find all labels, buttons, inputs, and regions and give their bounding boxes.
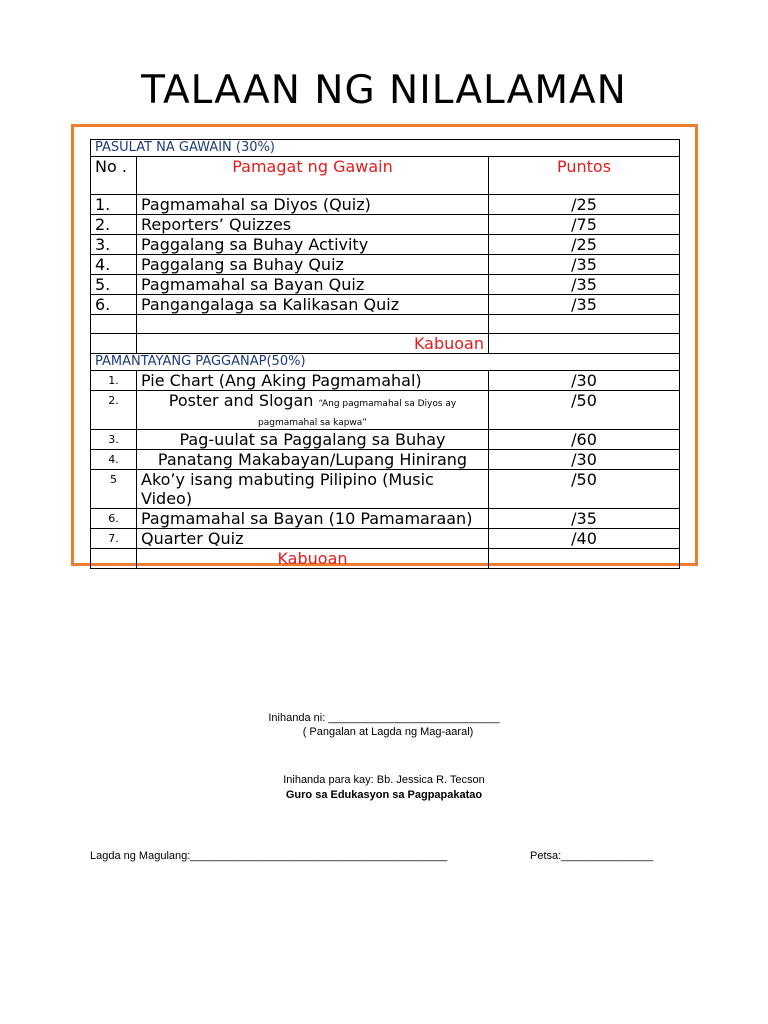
teacher-title: Guro sa Edukasyon sa Pagpapakatao <box>285 789 483 801</box>
col-no-header: No . <box>91 157 137 195</box>
total-row <box>91 334 680 354</box>
table-row: 4. Paggalang sa Buhay Quiz /35 <box>91 255 680 275</box>
table-row: 1. Pie Chart (Ang Aking Pagmamahal) /30 <box>91 371 680 391</box>
prepared-by-block <box>0 712 768 738</box>
table-row: 7. Quarter Quiz /40 <box>91 529 680 549</box>
table-row: 4. Panatang Makabayan/Lupang Hinirang /30 <box>91 450 680 470</box>
total-label: Kabuoan <box>137 334 489 354</box>
date-line: Petsa:_______________ <box>530 850 653 862</box>
parent-signature-line: Lagda ng Magulang:__________________________________________ <box>90 850 448 862</box>
table-header-row <box>91 157 680 195</box>
table-row: 3. Pag-uulat sa Paggalang sa Buhay /60 <box>91 430 680 450</box>
table-row: 2. Poster and Slogan “Ang pagmamahal sa Diyos ay pagmamahal sa kapwa” /50 <box>91 391 680 430</box>
total-row <box>91 549 680 569</box>
table-row: 2. Reporters’ Quizzes /75 <box>91 215 680 235</box>
table-row: 3. Paggalang sa Buhay Activity /25 <box>91 235 680 255</box>
prepared-by-note: ( Pangalan at Lagda ng Mag-aaral) <box>302 726 474 738</box>
col-points-header: Puntos <box>489 157 680 195</box>
table-row: 1. Pagmamahal sa Diyos (Quiz) /25 <box>91 195 680 215</box>
col-title-header: Pamagat ng Gawain <box>137 157 489 195</box>
grades-table <box>90 139 680 569</box>
slogan-subtitle: “Ang pagmamahal sa Diyos ay pagmamahal sa kapwa” <box>258 399 457 428</box>
table-row: 6. Pangangalaga sa Kalikasan Quiz /35 <box>91 295 680 315</box>
prepared-by-line: Inihanda ni: ____________________________ <box>268 712 500 724</box>
table-row: 6. Pagmamahal sa Bayan (10 Pamamaraan) /35 <box>91 509 680 529</box>
table-row: 5. Pagmamahal sa Bayan Quiz /35 <box>91 275 680 295</box>
empty-row <box>91 315 680 334</box>
table-row: 5 Ako’y isang mabuting Pilipino (Music Video) /50 <box>91 470 680 509</box>
section-heading-performance: PAMANTAYANG PAGGANAP(50%) <box>91 354 680 371</box>
prepared-for-line: Inihanda para kay: Bb. Jessica R. Tecson <box>283 774 485 786</box>
total-label: Kabuoan <box>137 549 489 569</box>
prepared-for-block <box>0 774 768 801</box>
section-heading-written: PASULAT NA GAWAIN (30%) <box>91 140 680 157</box>
page-title: TALAAN NG NILALAMAN <box>141 68 627 113</box>
